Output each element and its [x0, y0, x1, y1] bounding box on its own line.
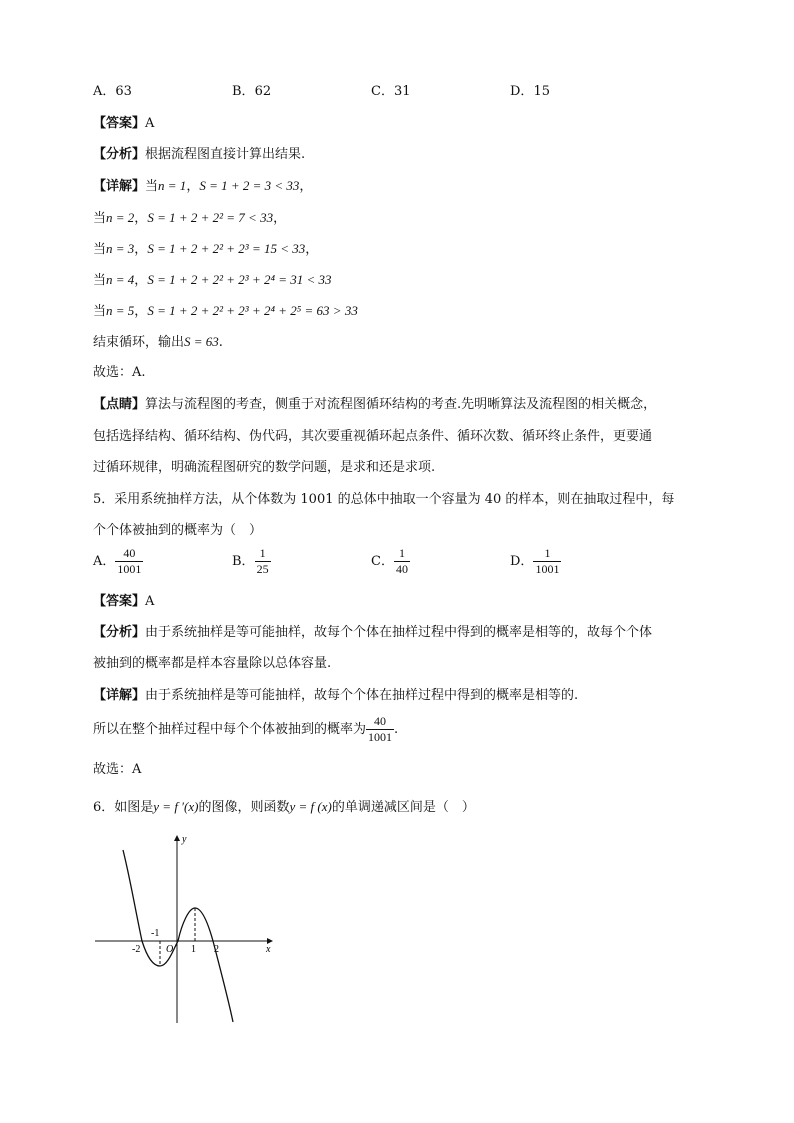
q5-option-d: D． $\frac{1}{1001}$: [510, 546, 560, 576]
q4-option-d: D．15: [510, 84, 550, 99]
q4-step-4: 当n = 4，S = 1 + 2 + 2² + 2³ + 2⁴ = 31 < 33: [93, 272, 332, 288]
q5-option-c: C． $\frac{1}{40}$: [371, 546, 408, 576]
q6-stem: 6．如图是y = f ′(x)的图像，则函数y = f (x)的单调递减区间是（ ）: [93, 799, 475, 815]
q5-stem-line-1: 5．采用系统抽样方法，从个体数为 1001 的总体中抽取一个容量为 40 的样本，则在抽取过程中，每: [93, 492, 675, 507]
q5-choice: 故选：A: [93, 762, 142, 777]
origin-label: O: [166, 944, 174, 955]
q5-conclusion: 所以在整个抽样过程中每个个体被抽到的概率为 $\frac{40}{1001}$ .: [93, 714, 399, 744]
q5-option-b: B． $\frac{1}{25}$: [232, 546, 269, 576]
q5-analysis-line-1: 【分析】由于系统抽样是等可能抽样，故每个个体在抽样过程中得到的概率是相等的，故每个个体: [93, 625, 653, 640]
q4-step-5: 当n = 5，S = 1 + 2 + 2² + 2³ + 2⁴ + 2⁵ = 63 > 33: [93, 303, 358, 319]
q4-option-c: C．31: [371, 84, 411, 99]
q5-answer: 【答案】A: [93, 594, 155, 609]
q4-option-b: B．62: [232, 84, 272, 99]
q4-option-a: A．63: [93, 84, 132, 99]
tick-label-2: 2: [214, 944, 219, 955]
q5-stem-line-2: 个个体被抽到的概率为（ ）: [93, 523, 263, 538]
tick-label-minus-2: -2: [132, 944, 141, 955]
q4-end-loop: 结束循环，输出S = 63.: [93, 334, 223, 350]
q4-answer: 【答案】A: [93, 116, 155, 131]
q5-analysis-line-2: 被抽到的概率都是样本容量除以总体容量.: [93, 656, 332, 671]
q4-step-3: 当n = 3，S = 1 + 2 + 2² + 2³ = 15 < 33，: [93, 241, 319, 257]
q6-derivative-graph: [90, 828, 280, 1028]
tick-label-minus-1: -1: [151, 928, 160, 939]
q5-detail: 【详解】由于系统抽样是等可能抽样，故每个个体在抽样过程中得到的概率是相等的.: [93, 688, 579, 703]
q4-comment-line-2: 包括选择结构、循环结构、伪代码，其次要重视循环起点条件、循环次数、循环终止条件，更要通: [93, 429, 653, 444]
q4-step-1: 【详解】当n = 1，S = 1 + 2 = 3 < 33，: [93, 178, 313, 194]
q4-analysis: 【分析】根据流程图直接计算出结果.: [93, 147, 306, 162]
q4-comment-line-1: 【点睛】算法与流程图的考查，侧重于对流程图循环结构的考查.先明晰算法及流程图的相关概念，: [93, 397, 657, 412]
derivative-curve: [123, 850, 233, 1022]
q4-step-2: 当n = 2，S = 1 + 2 + 2² = 7 < 33，: [93, 210, 287, 226]
y-axis-label: y: [182, 834, 187, 845]
x-axis-label: x: [266, 944, 271, 955]
q4-comment-line-3: 过循环规律，明确流程图研究的数学问题，是求和还是求项.: [93, 460, 436, 475]
q4-choice: 故选：A.: [93, 365, 146, 380]
tick-label-1: 1: [191, 944, 196, 955]
q5-option-a: A． $\frac{40}{1001}$: [93, 546, 142, 576]
